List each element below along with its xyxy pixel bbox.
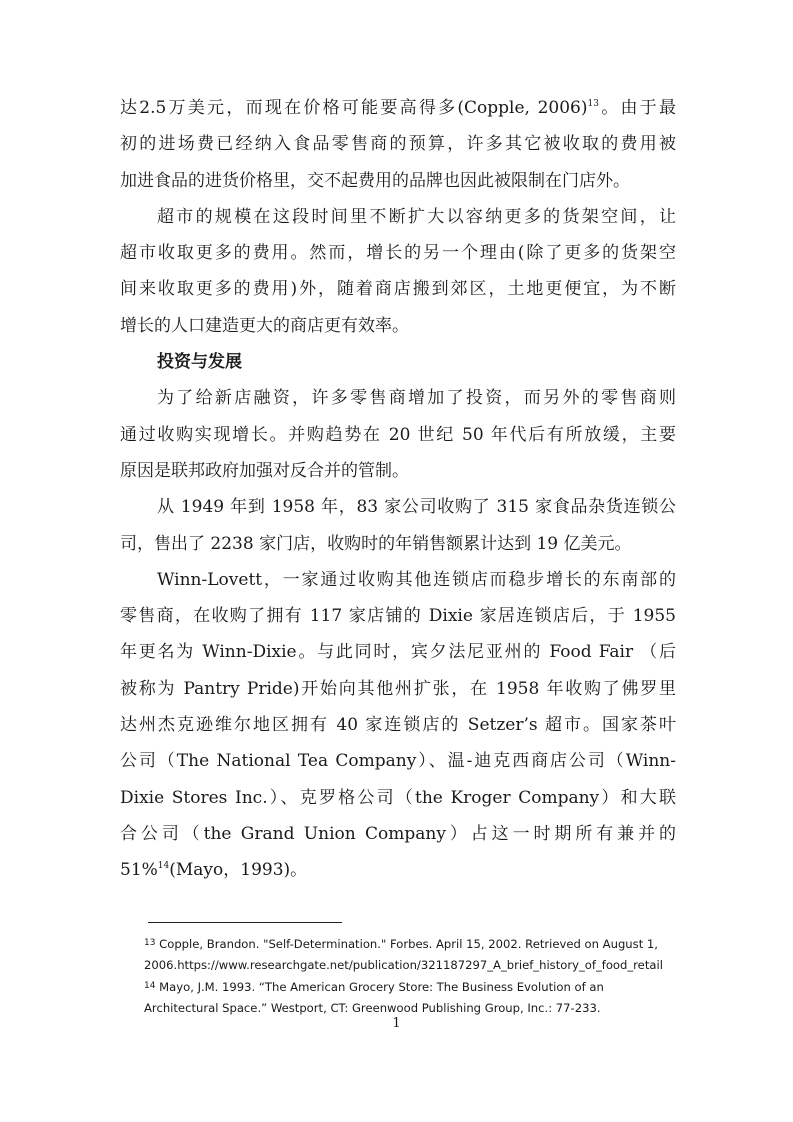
footnote-line	[144, 976, 684, 998]
text-line: 被称为 Pantry Pride)开始向其他州扩张，在 1958 年收购了佛罗里	[120, 678, 676, 699]
text-line: 合公司（the Grand Union Company）占这一时期所有兼并的	[120, 823, 676, 844]
text-line: Winn-Lovett，一家通过收购其他连锁店而稳步增长的东南部的	[157, 569, 676, 590]
text-fragment: (Mayo，1993)。	[169, 860, 308, 881]
footnote-line: Architectural Space.” Westport, CT: Greenwood Publishing Group, Inc.: 77-233.	[144, 1000, 601, 1015]
section-heading: 投资与发展	[157, 352, 242, 373]
text-line: 增长的人口建造更大的商店更有效率。	[120, 315, 409, 336]
footnote-line: 2006.https://www.researchgate.net/publication/321187297_A_brief_history_of_food_retail	[144, 957, 663, 972]
text-line: 原因是联邦政府加强对反合并的管制。	[120, 460, 409, 481]
paragraph-winn-dixie	[120, 562, 676, 889]
text-fragment: 51%	[120, 860, 158, 881]
text-line: 通过收购实现增长。并购趋势在 20 世纪 50 年代后有所放缓，主要	[120, 424, 676, 445]
footnote-number: 13	[144, 938, 156, 948]
text-line: 零售商，在收购了拥有 117 家店铺的 Dixie 家居连锁店后，于 1955	[120, 606, 676, 627]
text-fragment: 达2.5万美元，而现在价格可能要高得多(Copple, 2006)	[120, 98, 588, 118]
footnote-separator	[148, 922, 342, 923]
footnote-ref-14[interactable]: 14	[157, 861, 170, 872]
body-text	[120, 90, 676, 889]
text-line	[120, 90, 676, 126]
paragraph-supermarket-size	[120, 199, 676, 344]
paragraph-acquisitions	[120, 489, 676, 562]
text-line: 加进食品的进货价格里，交不起费用的品牌也因此被限制在门店外。	[120, 170, 630, 191]
text-fragment: 。由于最	[598, 98, 676, 118]
text-line: 超市收取更多的费用。然而，增长的另一个理由(除了更多的货架空	[120, 243, 676, 264]
text-line: 为了给新店融资，许多零售商增加了投资，而另外的零售商则	[157, 388, 676, 409]
text-line: 公司（The National Tea Company）、温-迪克西商店公司（Winn-	[120, 751, 676, 772]
footnote-number: 14	[144, 981, 156, 991]
text-line: 达州杰克逊维尔地区拥有 40 家连锁店的 Setzer’s 超市。国家茶叶	[120, 715, 676, 736]
page-number: 1	[392, 1016, 401, 1031]
footnote-13	[144, 933, 684, 976]
text-line: 年更名为 Winn-Dixie。与此同时，宾夕法尼亚州的 Food Fair （后	[120, 642, 676, 663]
footnote-line	[144, 933, 684, 955]
text-line: 超市的规模在这段时间里不断扩大以容纳更多的货架空间，让	[157, 206, 676, 227]
footnote-ref-13[interactable]: 13	[587, 99, 599, 109]
text-line: Dixie Stores Inc.）、克罗格公司（the Kroger Company）和大联	[120, 787, 676, 808]
footnote-text: Mayo, J.M. 1993. “The American Grocery Store: The Business Evolution of an	[155, 980, 604, 994]
text-line: 司，售出了 2238 家门店，收购时的年销售额累计达到 19 亿美元。	[120, 533, 632, 554]
text-line: 从 1949 年到 1958 年，83 家公司收购了 315 家食品杂货连锁公	[157, 497, 676, 518]
footnotes	[144, 933, 684, 1019]
text-line: 间来收取更多的费用)外，随着商店搬到郊区，土地更便宜，为不断	[120, 279, 676, 300]
footnote-14	[144, 976, 684, 1019]
text-line	[120, 852, 676, 888]
footnote-text: Copple, Brandon. "Self-Determination." Forbes. April 15, 2002. Retrieved on August 1,	[155, 937, 658, 951]
text-line: 初的进场费已经纳入食品零售商的预算，许多其它被收取的费用被	[120, 134, 676, 155]
paragraph-slotting-fees	[120, 90, 676, 199]
paragraph-investment	[120, 380, 676, 489]
